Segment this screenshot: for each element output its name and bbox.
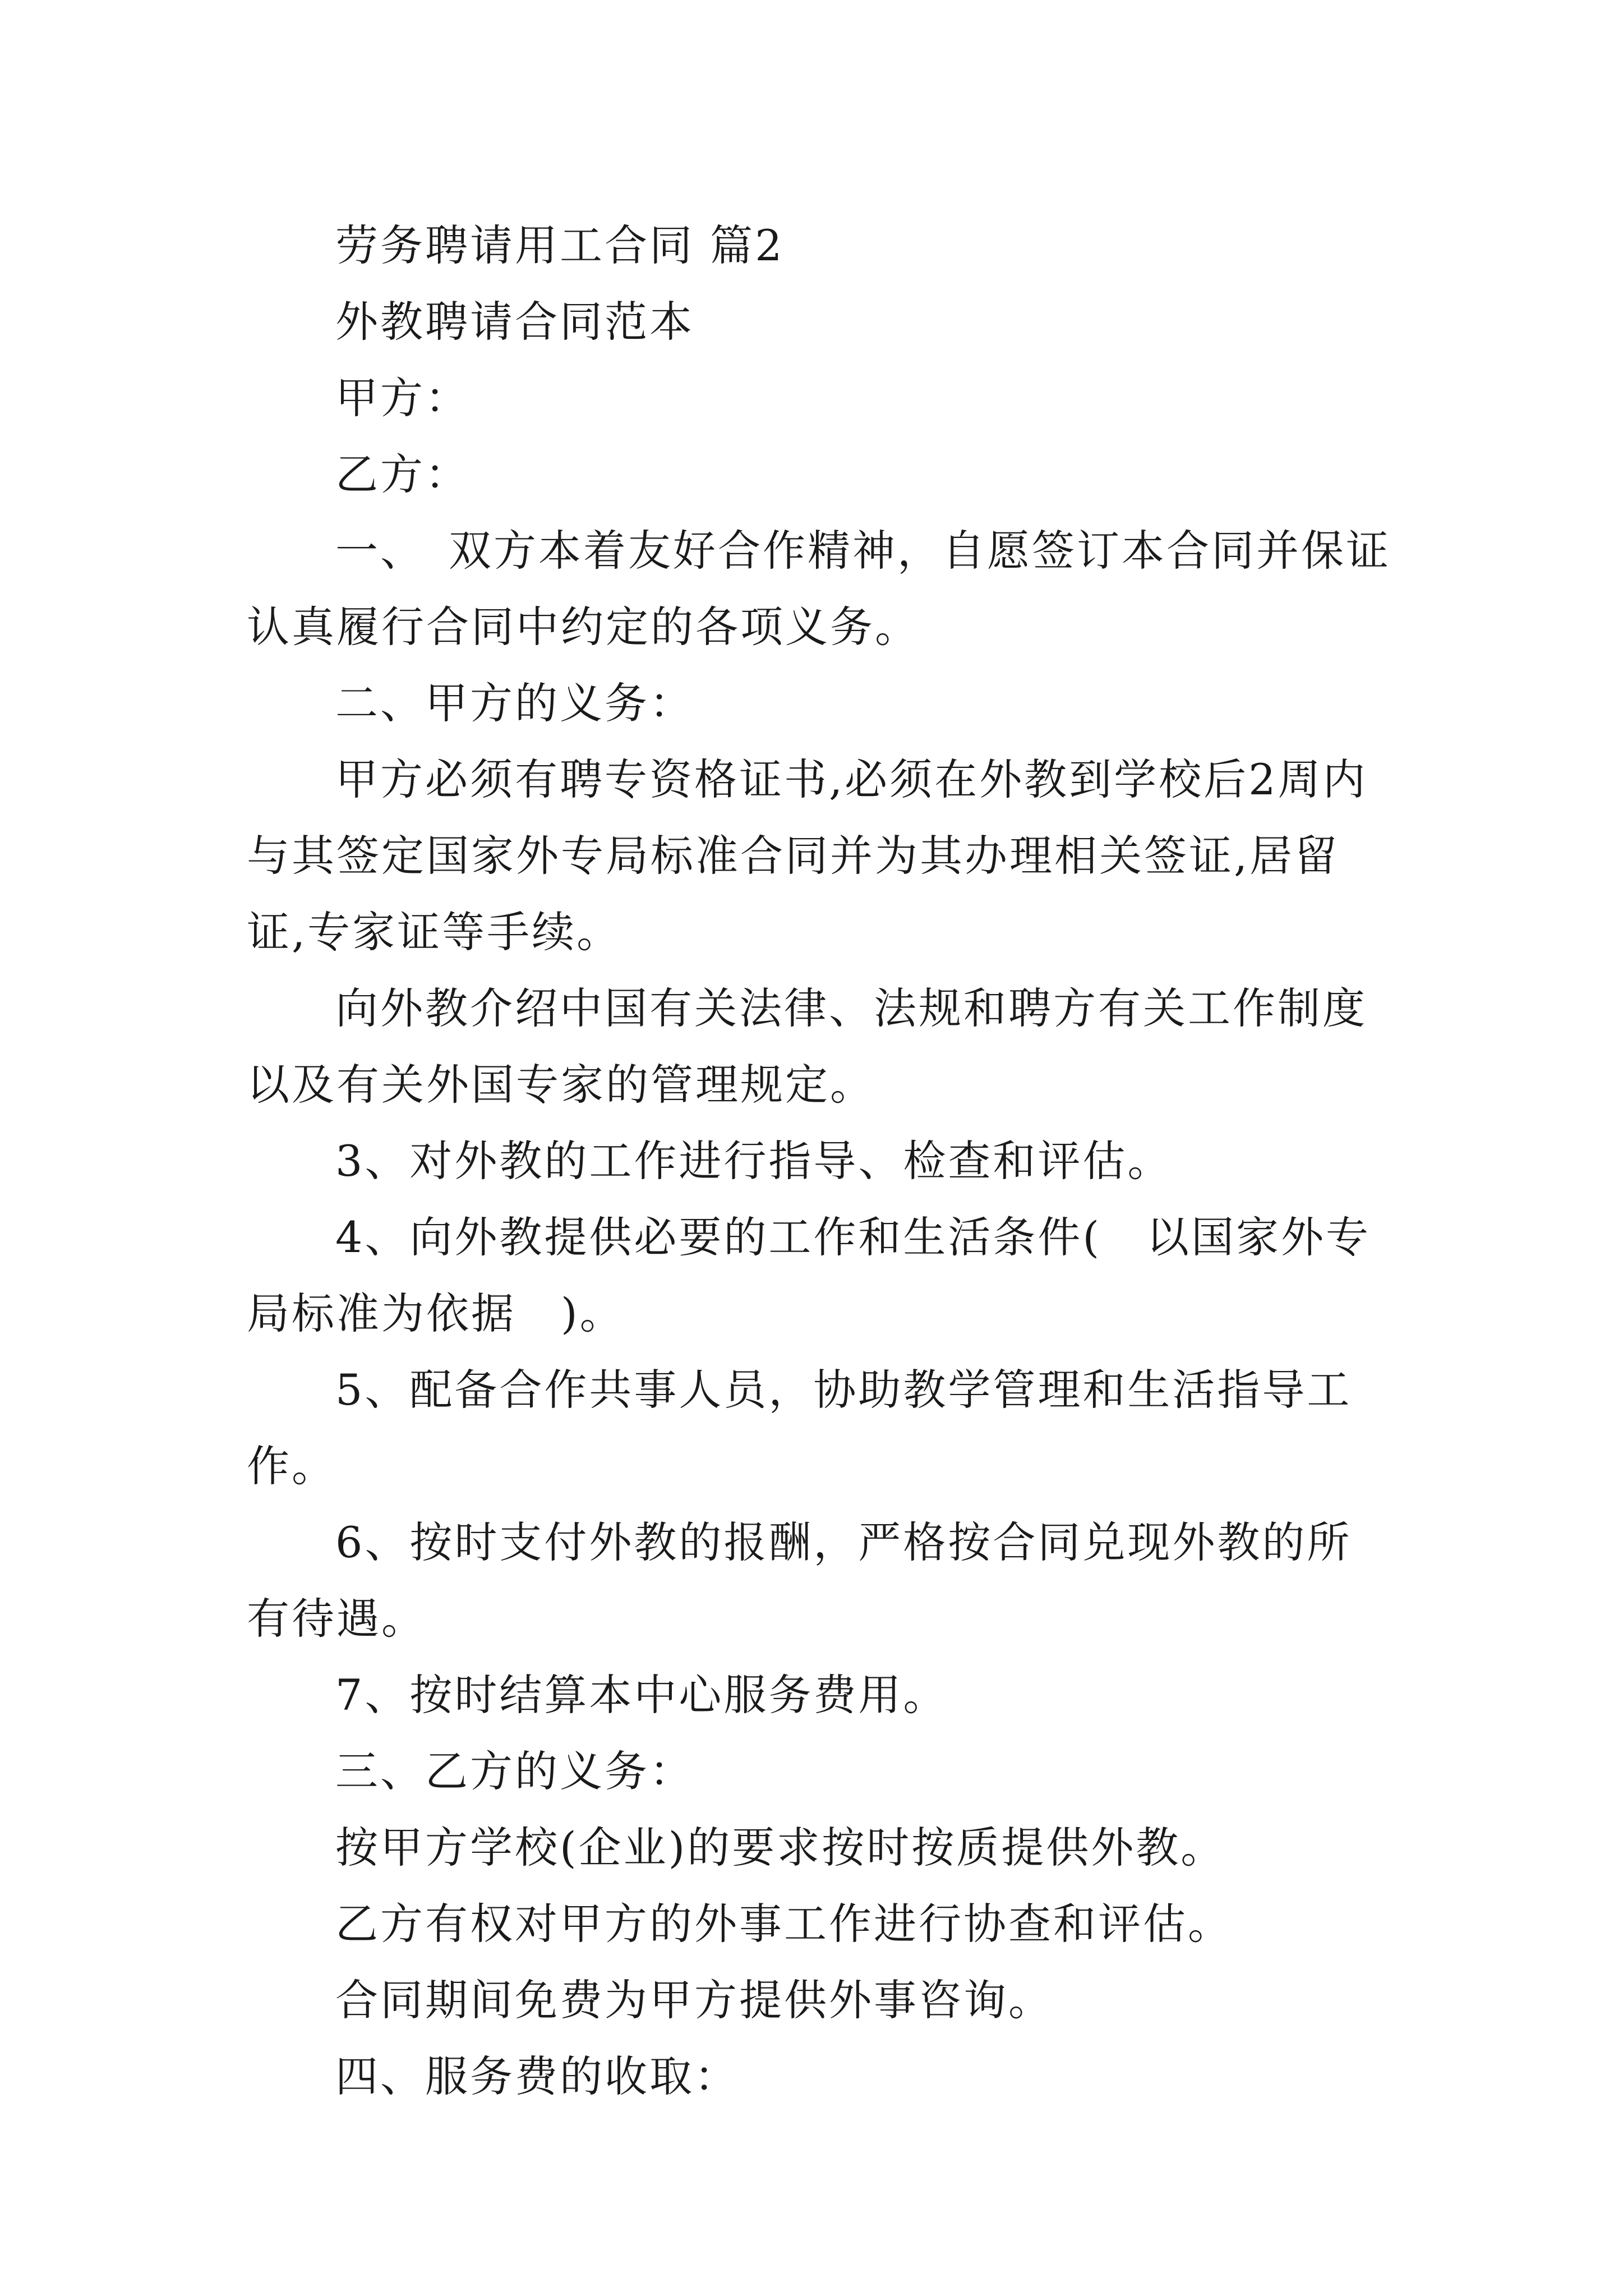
party-a-line: 甲方： [335, 373, 470, 423]
clause-2-item-7: 7、按时结算本中心服务费用。 [335, 1670, 948, 1720]
clause-3-heading: 三、乙方的义务： [335, 1746, 694, 1796]
clause-1: 一、 双方本着友好合作精神，自愿签订本合同并保证认真履行合同中约定的各项义务。 [247, 526, 1391, 652]
contract-title: 外教聘请合同范本 [335, 297, 694, 347]
clause-2-item-2: 向外教介绍中国有关法律、法规和聘方有关工作制度以及有关外国专家的管理规定。 [247, 983, 1367, 1110]
clause-2-heading: 二、甲方的义务： [335, 678, 694, 728]
clause-4-heading: 四、服务费的收取： [335, 2051, 739, 2101]
section-heading: 劳务聘请用工合同 篇2 [335, 220, 785, 270]
clause-3-item-2: 乙方有权对甲方的外事工作进行协查和评估。 [335, 1899, 1233, 1949]
clause-2-item-1: 甲方必须有聘专资格证书,必须在外教到学校后2周内与其签定国家外专局标准合同并为其办理相关签证,居留证,专家证等手续。 [247, 754, 1368, 957]
clause-2-item-5: 5、配备合作共事人员，协助教学管理和生活指导工作。 [247, 1365, 1352, 1491]
clause-3-item-1: 按甲方学校(企业)的要求按时按质提供外教。 [335, 1823, 1226, 1872]
clause-2-item-3: 3、对外教的工作进行指导、检查和评估。 [335, 1136, 1173, 1186]
clause-3-item-3: 合同期间免费为甲方提供外事咨询。 [335, 1975, 1053, 2025]
clause-2-item-4: 4、向外教提供必要的工作和生活条件( 以国家外专局标准为依据 )。 [247, 1212, 1371, 1338]
clause-2-item-6: 6、按时支付外教的报酬，严格按合同兑现外教的所有待遇。 [247, 1517, 1352, 1644]
document-body [247, 208, 1396, 2115]
party-b-line: 乙方： [335, 449, 470, 499]
